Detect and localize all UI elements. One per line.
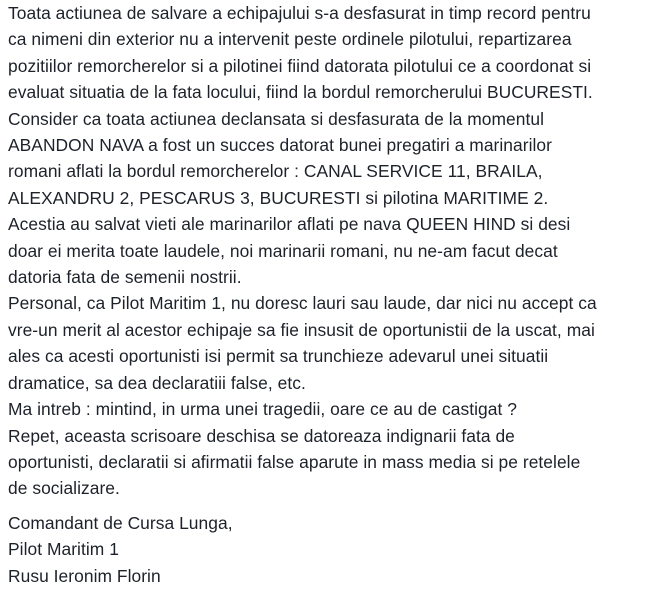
body-line: Consider ca toata actiunea declansata si desfasurata de la momentul: [8, 108, 545, 129]
signature-rank: Pilot Maritim 1: [8, 539, 119, 560]
letter-signature: [8, 510, 648, 589]
body-line: evaluat situatia de la fata locului, fiind la bordul remorcherului BUCURESTI.: [8, 82, 593, 103]
body-line: Toata actiunea de salvare a echipajului s-a desfasurat in timp record pentru: [8, 3, 591, 23]
signature-name: Rusu Ieronim Florin: [8, 565, 161, 586]
body-line: ales ca acesti oportunisti isi permit sa trunchieze adevarul unei situatii: [8, 346, 549, 367]
body-line: ALEXANDRU 2, PESCARUS 3, BUCURESTI si pilotina MARITIME 2.: [8, 187, 549, 208]
body-line: Repet, aceasta scrisoare deschisa se datoreaza indignarii fata de: [8, 425, 515, 446]
letter-body: [8, 0, 648, 502]
body-line: vre-un merit al acestor echipaje sa fie insusit de oportunistii de la uscat, mai: [8, 319, 595, 340]
body-line: de socializare.: [8, 478, 120, 499]
open-letter-post: [8, 0, 648, 589]
body-line: ABANDON NAVA a fost un succes datorat bunei pregatiri a marinarilor: [8, 135, 552, 156]
body-line: doar ei merita toate laudele, noi marinarii romani, nu ne-am facut decat: [8, 240, 558, 261]
body-line: oportunisti, declaratii si afirmatii false aparute in mass media si pe retelele: [8, 451, 581, 472]
body-line: Personal, ca Pilot Maritim 1, nu doresc lauri sau laude, dar nici nu accept ca: [8, 293, 597, 314]
body-line: Ma intreb : mintind, in urma unei tragedii, oare ce au de castigat ?: [8, 399, 517, 420]
body-line: Acestia au salvat vieti ale marinarilor aflati pe nava QUEEN HIND si desi: [8, 214, 571, 235]
body-line: romani aflati la bordul remorcherelor : CANAL SERVICE 11, BRAILA,: [8, 161, 543, 182]
body-line: pozitiilor remorcherelor si a pilotinei fiind datorata pilotului ce a coordonat si: [8, 55, 592, 76]
body-line: datoria fata de semenii nostrii.: [8, 267, 242, 288]
signature-title: Comandant de Cursa Lunga,: [8, 512, 233, 533]
body-line: dramatice, sa dea declaratiii false, etc.: [8, 372, 306, 393]
body-line: ca nimeni din exterior nu a intervenit peste ordinele pilotului, repartizarea: [8, 29, 572, 50]
